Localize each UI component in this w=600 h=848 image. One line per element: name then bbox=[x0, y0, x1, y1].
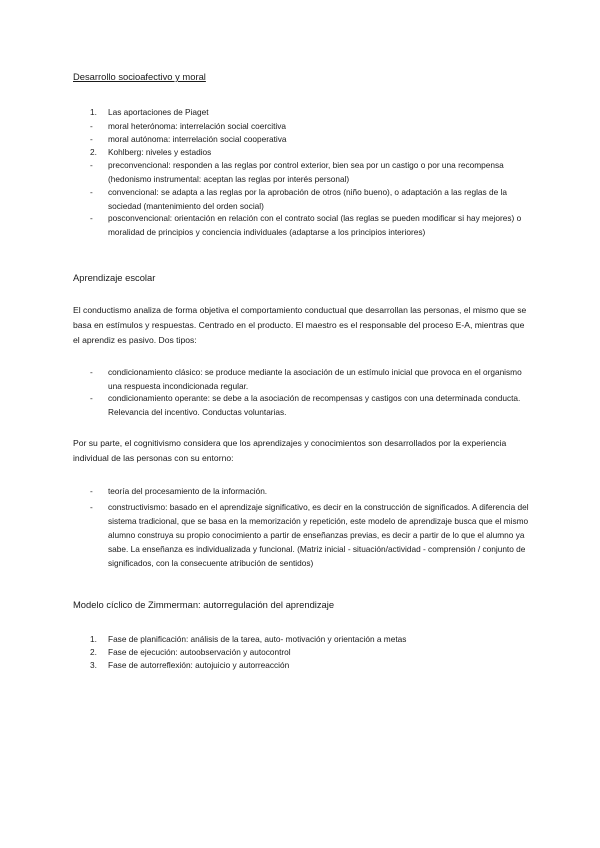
list-item: 1. Fase de planificación: análisis de la tarea, auto- motivación y orientación a metas bbox=[90, 634, 407, 644]
paragraph-conductismo: El conductismo analiza de forma objetiva el comportamiento conductual que desarrollan las personas, el mismo que se basa en estímulos y respuestas. Centrado en el producto. El maestro es el responsable del proceso E-A, mientras que el aprendiz es pasivo. Dos tipos: bbox=[73, 305, 527, 345]
list-item: 3. Fase de autorreflexión: autojuicio y autorreacción bbox=[90, 660, 290, 670]
list-item: - convencional: se adapta a las reglas por la aprobación de otros (niño bueno), o adaptación a las reglas de la sociedad (mantenimiento del orden social) bbox=[90, 187, 507, 211]
section-title-zimmerman: Modelo cíclico de Zimmerman: autorregulación del aprendizaje bbox=[73, 599, 335, 610]
list-item: - condicionamiento operante: se debe a la asociación de recompensas y castigos con una determinada conducta. Relevancia del incentivo. Conductas voluntarias. bbox=[90, 393, 521, 417]
list-item: 2. Kohlberg: niveles y estadios bbox=[90, 147, 212, 157]
list-item: 2. Fase de ejecución: autoobservación y autocontrol bbox=[90, 647, 291, 657]
paragraph-cognitivismo: Por su parte, el cognitivismo considera que los aprendizajes y conocimientos son desarrollados por la experiencia individual de las personas con su entorno: bbox=[73, 438, 507, 463]
list-item: - condicionamiento clásico: se produce mediante la asociación de un estímulo inicial que provoca en el organismo una respuesta incondicionada regular. bbox=[90, 367, 522, 391]
list-item: 1. Las aportaciones de Piaget bbox=[90, 107, 209, 117]
section-title-aprendizaje: Aprendizaje escolar bbox=[73, 272, 156, 283]
list-item: - teoría del procesamiento de la información. bbox=[90, 486, 268, 496]
list-item: - posconvencional: orientación en relación con el contrato social (las reglas se pueden modificar si hay mejores) o moralidad de principios y conciencia individuales (adaptarse a los principios interiores) bbox=[90, 213, 522, 237]
list-item: - moral heterónoma: interrelación social coercitiva bbox=[90, 121, 287, 131]
list-item: - constructivismo: basado en el aprendizaje significativo, es decir en la construcción de significados. A diferencia del sistema tradicional, que se basa en la memorización y repetición, este modelo de aprendizaje busca que el mismo alumno construya su propio conocimiento a partir de enseñanzas previas, es decir a partir de lo que el alumno ya sabe. La enseñanza es individualizada y funcional. (Matriz inicial - situación/actividad - comprensión / conjunto de significados, con la consecuente atribución de sentidos) bbox=[90, 502, 529, 568]
section-title-desarrollo: Desarrollo socioafectivo y moral bbox=[73, 71, 206, 82]
list-item: - moral autónoma: interrelación social cooperativa bbox=[90, 134, 287, 144]
list-item: - preconvencional: responden a las reglas por control exterior, bien sea por un castigo o por una recompensa (hedonismo instrumental: aceptan las reglas por interés personal) bbox=[90, 160, 504, 184]
